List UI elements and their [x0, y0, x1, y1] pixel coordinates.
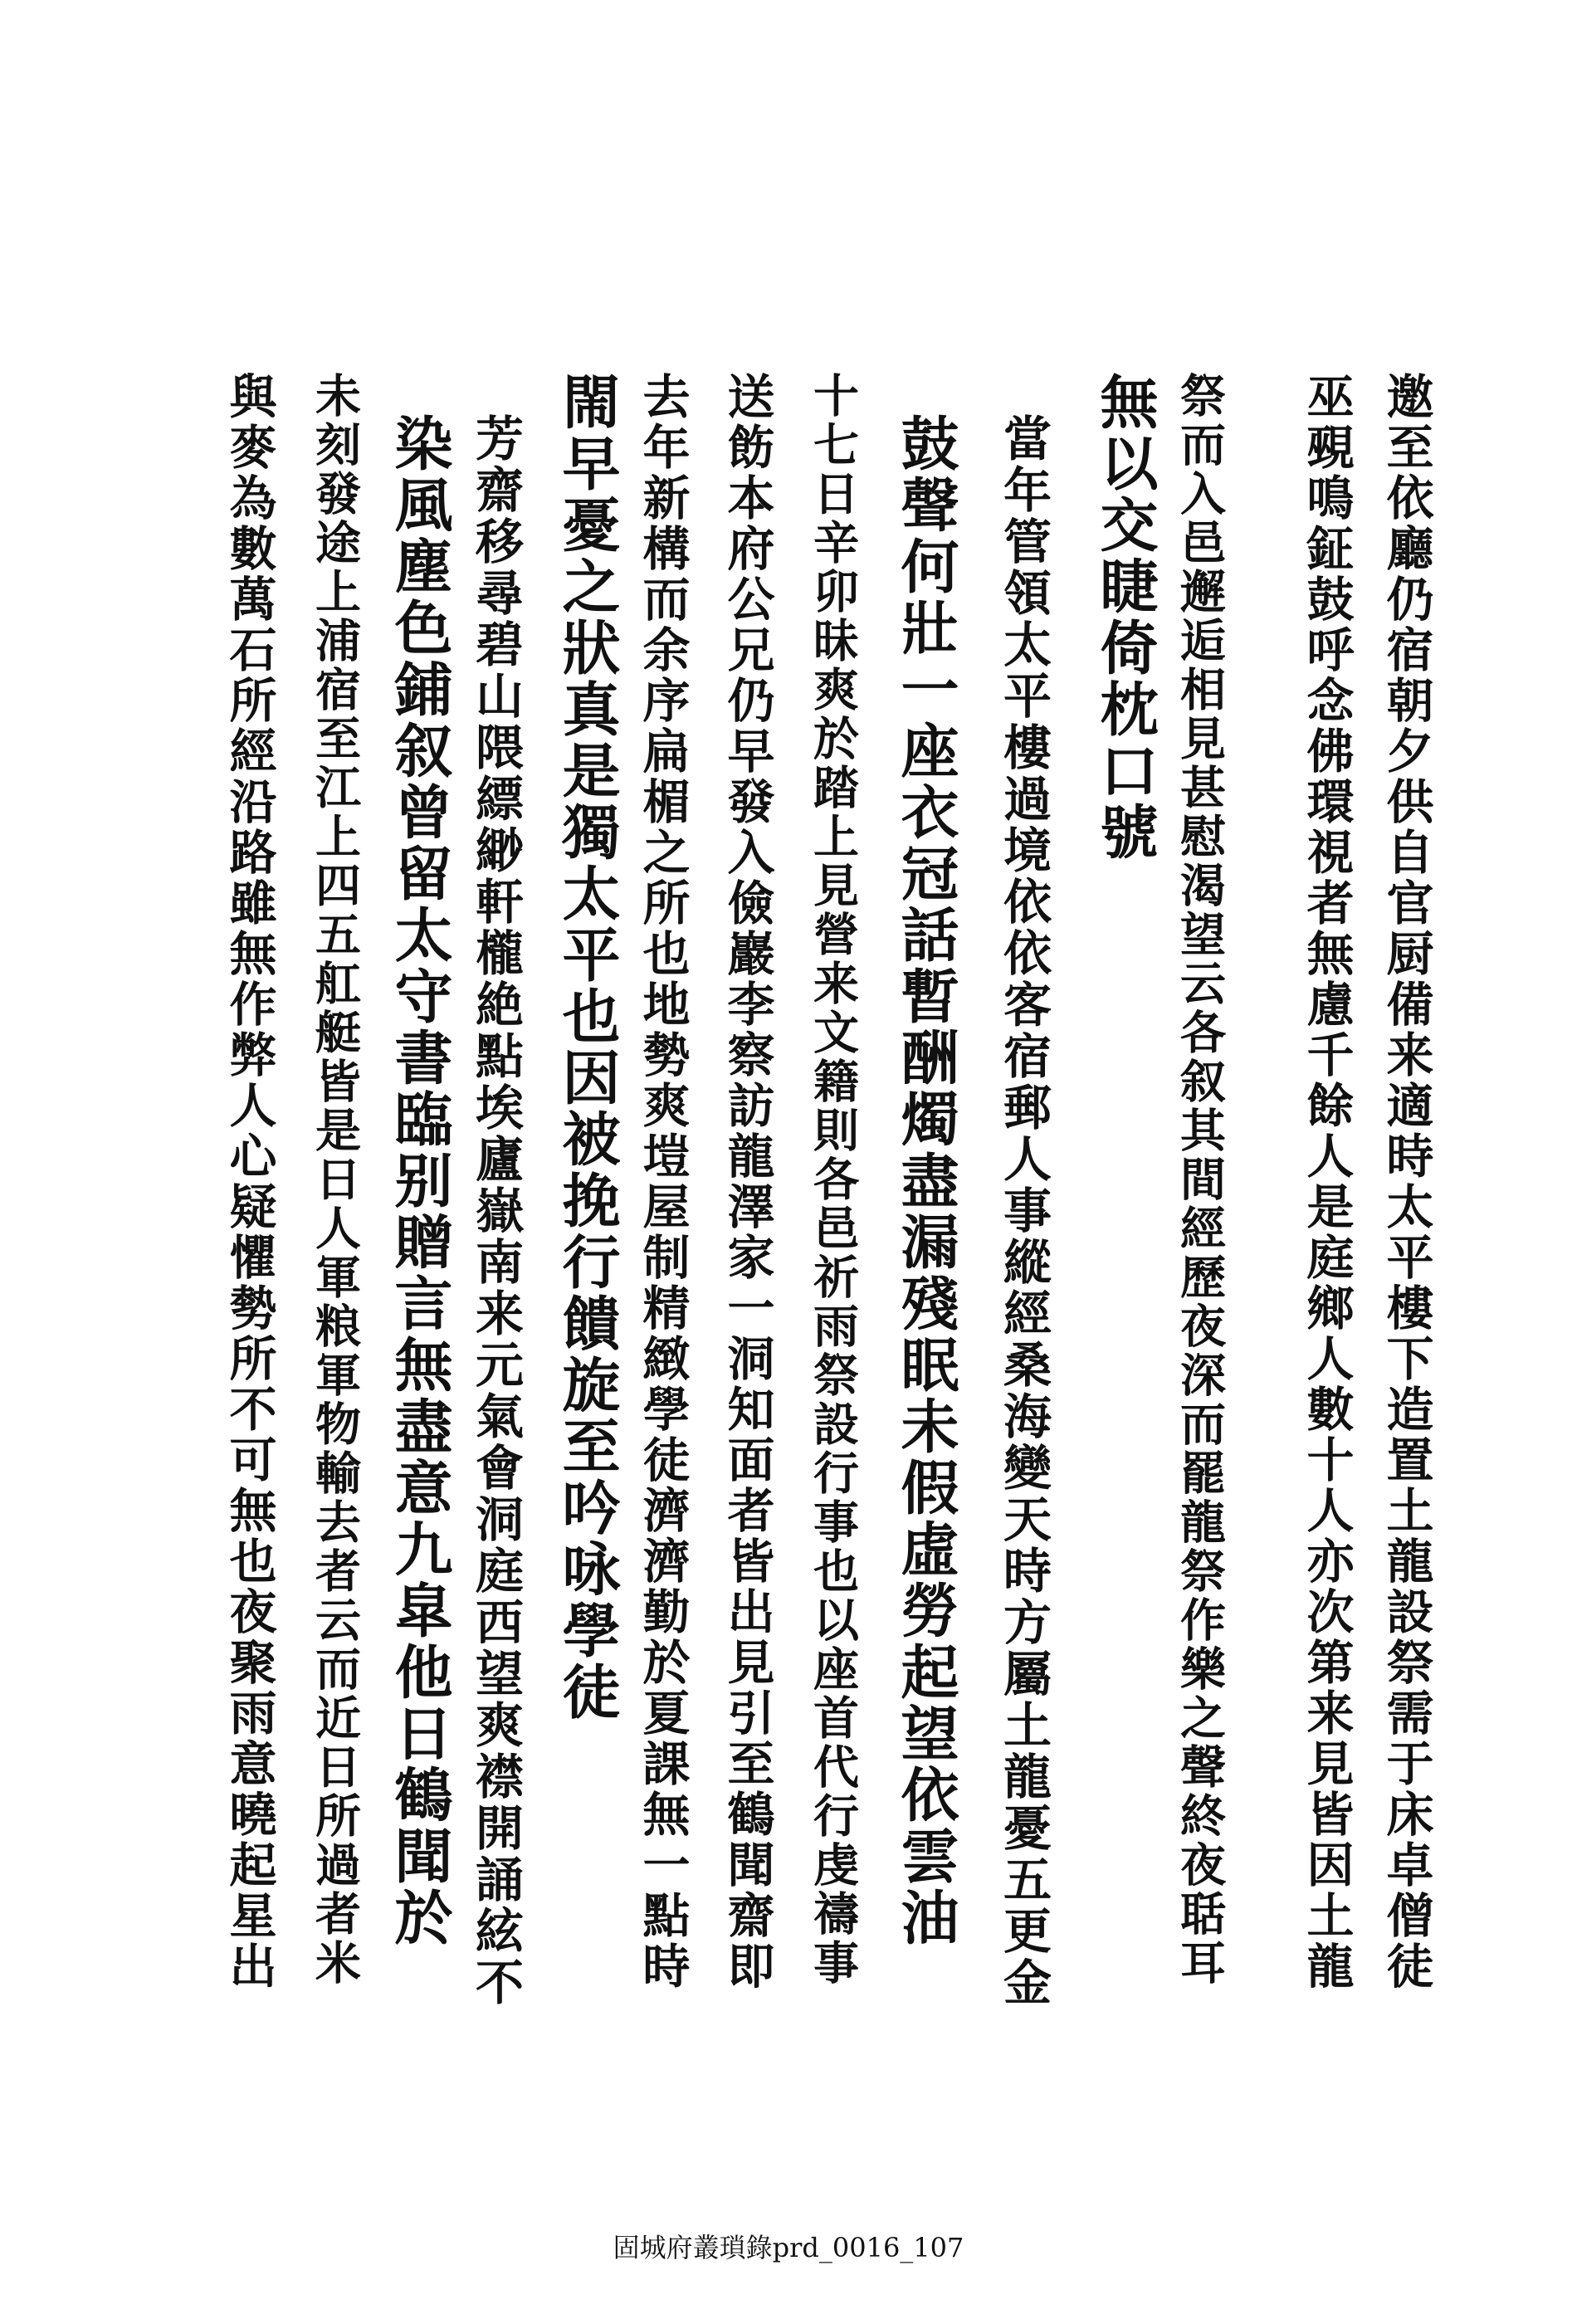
text-column-3: 祭而入邑邂逅相見甚慰渴望云各叙其間經歷夜深而罷龍祭作樂之聲終夜聒耳: [1173, 372, 1227, 1988]
text-column-6: 鼓聲何壯一座衣冠話暫酬燭盡漏殘眠未假虛勞起望依雲油: [891, 413, 960, 1949]
text-column-10: 閙早憂之狀真是獨太平也因被挽行饋旋至吟咏學徒: [553, 372, 622, 1723]
text-column-13: 未刻發途上浦宿至江上四五舡艇皆是日人軍粮軍物輸去者云而近日所過者米: [308, 372, 362, 1988]
text-column-7: 十七日辛卯昧爽於踏上見營来文籍則各邑祈雨祭設行事也以座首代行虔禱事: [806, 372, 860, 1988]
text-column-12: 染風塵色鋪叙曾留太守書臨别贈言無盡意九皐他日鶴聞於: [385, 413, 454, 1949]
text-column-2: 巫覡鳴鉦鼓呼念佛環視者無慮千餘人是庭鄉人數十人亦次第来見皆因土龍: [1299, 372, 1355, 1992]
text-column-9: 去年新構而余序扁楣之所也地勢爽塏屋制精緻學徒濟濟勤於夏課無一點時: [635, 372, 691, 1992]
text-column-8: 送飭本府公兄仍早發入儉巖李察訪龍澤家一洞知面者皆出見引至鶴聞齋即: [720, 372, 775, 1992]
page-footer-label: 固城府叢瑣錄prd_0016_107: [613, 2232, 964, 2263]
text-column-14: 與麥為數萬石所經沿路雖無作弊人心疑懼勢所不可無也夜聚雨意曉起星出: [222, 372, 277, 1992]
text-column-11: 芳齋移尋碧山隈縹緲軒櫳絶點埃廬嶽南来元氣會洞庭西望爽襟開誦絃不: [467, 413, 524, 2009]
text-column-4: 無以交睫倚枕口號: [1091, 372, 1160, 863]
text-column-5: 當年管領太平樓過境依依客宿郵人事縱經桑海變天時方屬土龍憂五更金: [995, 413, 1052, 2009]
text-column-1: 邀至依廳仍宿朝夕供自官厨備来適時太平樓下造置土龍設祭需于床卓僧徒: [1379, 372, 1434, 1992]
